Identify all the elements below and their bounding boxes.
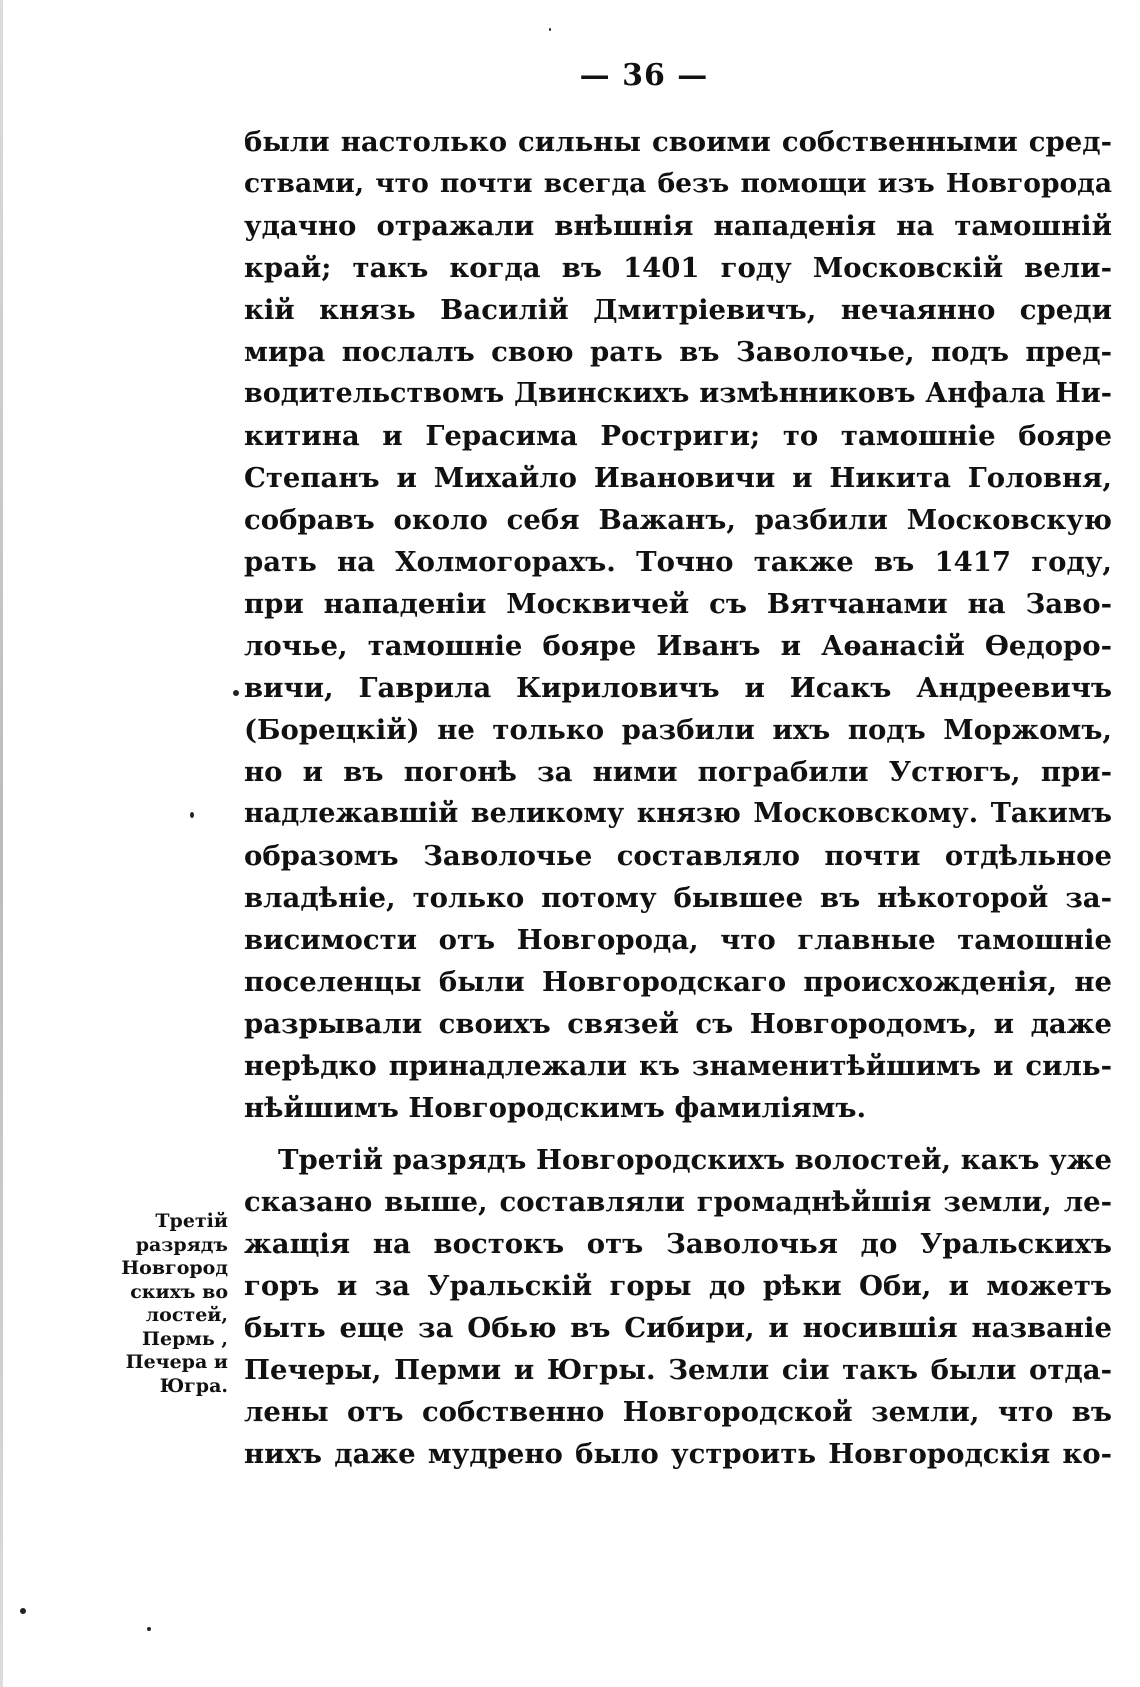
text-line: рать на Холмогорахъ. Точно также въ 1417 году, bbox=[244, 546, 1112, 578]
margin-note-line: скихъ во bbox=[130, 1280, 228, 1303]
scan-edge bbox=[0, 0, 3, 1687]
margin-note-line: лостей, bbox=[145, 1304, 228, 1326]
margin-note-line: Третій bbox=[155, 1210, 228, 1232]
text-line: Степанъ и Михайло Ивановичи и Никита Головня, bbox=[244, 462, 1112, 494]
text-line: поселенцы были Новгородскаго происхожденія, не bbox=[244, 966, 1112, 998]
text-line: нѣйшимъ Новгородскимъ фамиліямъ. bbox=[244, 1092, 867, 1124]
scan-speck bbox=[233, 690, 239, 696]
text-line: собравъ около себя Важанъ, разбили Московскую bbox=[244, 504, 1112, 536]
page-number: — 36 — bbox=[579, 58, 709, 93]
text-line: водительствомъ Двинскихъ измѣнниковъ Анфала Ни- bbox=[244, 378, 1112, 409]
text-line: жащія на востокъ отъ Заволочья до Уральскихъ bbox=[244, 1228, 1112, 1260]
scan-speck bbox=[147, 1627, 151, 1631]
text-line: вичи, Гаврила Кириловичъ и Исакъ Андреевичъ bbox=[244, 672, 1112, 704]
text-line: Печеры, Перми и Югры. Земли сіи такъ были отда- bbox=[244, 1354, 1112, 1386]
scan-speck bbox=[190, 812, 194, 818]
text-line: нерѣдко принадлежали къ знаменитѣйшимъ и силь- bbox=[244, 1050, 1112, 1082]
margin-note bbox=[96, 1210, 228, 1398]
text-line: надлежавшій великому князю Московскому. Такимъ bbox=[244, 798, 1112, 829]
text-line: край; такъ когда въ 1401 году Московскій вели- bbox=[244, 252, 1112, 284]
scan-speck bbox=[20, 1608, 26, 1614]
text-line: владѣніе, только потому бывшее въ нѣкоторой за- bbox=[244, 882, 1112, 914]
text-line: лочье, тамошніе бояре Иванъ и Аѳанасій Ѳедоро- bbox=[244, 630, 1112, 662]
text-line: (Борецкій) не только разбили ихъ подъ Моржомъ, bbox=[244, 714, 1112, 746]
text-line: лены отъ собственно Новгородской земли, что въ bbox=[244, 1396, 1112, 1428]
text-line: китина и Герасима Ростриги; то тамошніе бояре bbox=[244, 420, 1112, 452]
text-line: кій князь Василій Дмитріевичъ, нечаянно среди bbox=[244, 294, 1112, 326]
margin-note-line: Новгород bbox=[121, 1257, 228, 1279]
margin-note-line: разрядъ bbox=[135, 1233, 228, 1256]
text-line: сказано выше, составляли громаднѣйшія земли, ле- bbox=[244, 1186, 1112, 1218]
margin-note-line: Печера и bbox=[125, 1351, 228, 1373]
text-line: быть еще за Обью въ Сибири, и носившія названіе bbox=[244, 1312, 1112, 1344]
text-line: при нападеніи Москвичей съ Вятчанами на Заво- bbox=[244, 588, 1112, 620]
text-line: разрывали своихъ связей съ Новгородомъ, и даже bbox=[244, 1008, 1112, 1040]
text-line: висимости отъ Новгорода, что главные тамошніе bbox=[244, 924, 1112, 956]
text-line: удачно отражали внѣшнія нападенія на тамошній bbox=[244, 210, 1112, 242]
scan-speck bbox=[549, 28, 551, 31]
text-line: но и въ погонѣ за ними пограбили Устюгъ, при- bbox=[244, 756, 1112, 788]
margin-note-line: Югра. bbox=[159, 1374, 228, 1397]
text-line: образомъ Заволочье составляло почти отдѣльное bbox=[244, 840, 1112, 872]
margin-note-line: Пермь , bbox=[142, 1327, 228, 1350]
text-line: были настолько сильны своими собственными сред- bbox=[244, 126, 1112, 158]
text-line: мира послалъ свою рать въ Заволочье, подъ пред- bbox=[244, 336, 1112, 368]
text-line: горъ и за Уральскій горы до рѣки Оби, и можетъ bbox=[244, 1270, 1112, 1302]
text-line: ствами, что почти всегда безъ помощи изъ Новгорода bbox=[244, 168, 1112, 199]
text-line: Третій разрядъ Новгородскихъ волостей, какъ уже bbox=[278, 1144, 1112, 1176]
text-line: нихъ даже мудрено было устроить Новгородскія ко- bbox=[244, 1438, 1112, 1470]
